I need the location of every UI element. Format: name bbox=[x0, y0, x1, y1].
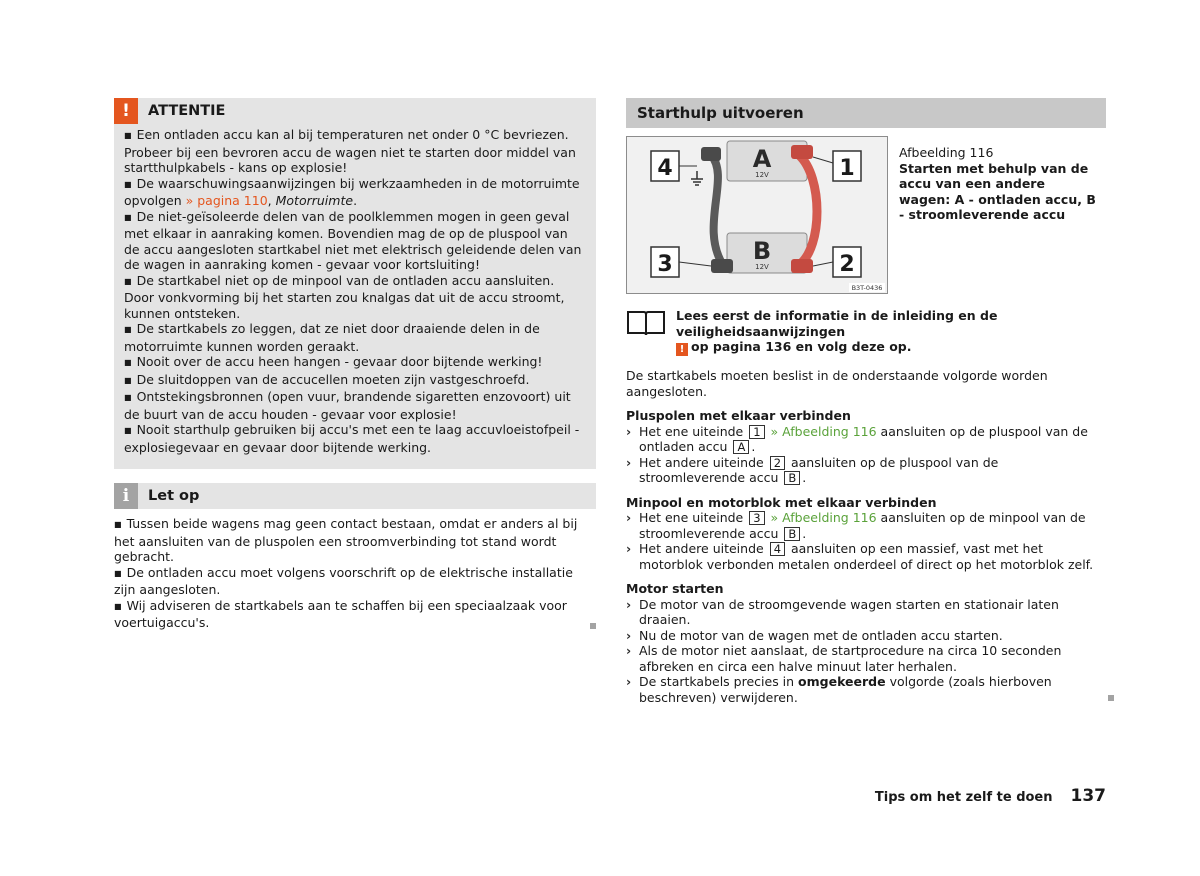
clamp-4 bbox=[701, 147, 721, 161]
section-end-mark bbox=[1108, 695, 1114, 701]
page-footer bbox=[0, 786, 1106, 806]
left-column bbox=[114, 98, 596, 631]
chevron-right-icon: › bbox=[626, 627, 632, 643]
ref-box-1: 1 bbox=[749, 425, 764, 439]
small-warning-icon: ! bbox=[676, 343, 688, 356]
voltage-label-a: 12V bbox=[755, 171, 769, 179]
leader-line-1 bbox=[813, 157, 833, 163]
warning-item: ■ De startkabels zo leggen, dat ze niet door draaiende delen in de motorruimte kunnen worden geraakt. bbox=[124, 321, 586, 354]
start-step-last: › De startkabels precies in omgekeerde volgorde (zoals hierboven beschreven) verwijderen. bbox=[626, 674, 1106, 705]
clamp-2 bbox=[791, 259, 813, 273]
figure-caption-text: Starten met behulp van de accu van een andere wagen: A - ontladen accu, B - stroomleverende accu bbox=[899, 160, 1096, 222]
read-first-line2: op pagina 136 en volg deze op. bbox=[691, 339, 912, 354]
ref-box-b: B bbox=[784, 471, 800, 485]
warning-item: ■ Nooit starthulp gebruiken bij accu's met een te laag accuvloeistofpeil - explosiegevaar en gevaar door bijtende werking. bbox=[124, 422, 586, 455]
leader-line-2 bbox=[813, 262, 833, 266]
figure-code: B3T-0436 bbox=[851, 284, 883, 292]
info-icon: i bbox=[114, 483, 138, 509]
chevron-right-icon: › bbox=[626, 674, 632, 689]
figure-link[interactable]: » Afbeelding 116 bbox=[766, 510, 877, 525]
note-item: ■ Wij adviseren de startkabels aan te schaffen bij een speciaalzaak voor voertuigaccu's. bbox=[114, 598, 596, 631]
exclamation-icon: ! bbox=[114, 98, 138, 124]
plus-step-2: › Het andere uiteinde 2 aansluiten op de pluspool van de stroomleverende accu B . bbox=[626, 454, 999, 485]
leader-line-3 bbox=[679, 262, 711, 266]
number-box-1 bbox=[833, 151, 861, 181]
warning-item: ■ De sluitdoppen van de accucellen moeten zijn vastgeschroefd. bbox=[124, 372, 586, 390]
warning-item: ■ De waarschuwingsaanwijzingen bij werkzaamheden in de motorruimte opvolgen » pagina 110, Motorruimte. bbox=[124, 176, 586, 209]
intro-paragraph: De startkabels moeten beslist in de onderstaande volgorde worden aangesloten. bbox=[626, 368, 1048, 399]
note-item: ■ Tussen beide wagens mag geen contact bestaan, omdat er anders al bij het aansluiten van de pluspolen een stroomverbinding tot stand wordt gebracht. bbox=[114, 516, 596, 565]
chevron-right-icon: › bbox=[626, 596, 632, 612]
ref-box-2: 2 bbox=[770, 456, 785, 470]
figure-caption bbox=[899, 136, 1099, 294]
black-cable bbox=[711, 155, 723, 265]
ref-box-4: 4 bbox=[770, 542, 785, 556]
warning-item: ■ De startkabel niet op de minpool van de ontladen accu aansluiten. Door vonkvorming bij het starten zou knalgas dat uit de accu stroomt, kunnen ontsteken. bbox=[124, 273, 586, 322]
chevron-right-icon: › bbox=[626, 510, 632, 525]
figure-label: Afbeelding 116 bbox=[899, 145, 994, 160]
warning-header bbox=[114, 98, 596, 124]
warning-item: ■ Nooit over de accu heen hangen - gevaar door bijtende werking! bbox=[124, 354, 586, 372]
battery-diagram bbox=[627, 137, 887, 293]
number-box-3 bbox=[651, 247, 679, 277]
page-link[interactable]: » pagina 110 bbox=[185, 193, 268, 208]
ref-box-b: B bbox=[784, 527, 800, 541]
number-box-2 bbox=[833, 247, 861, 277]
minus-step-2: › Het andere uiteinde 4 aansluiten op een massief, vast met het motorblok verbonden metalen onderdeel of direct op het motorblok zelf. bbox=[626, 541, 1094, 572]
warning-title: ATTENTIE bbox=[148, 103, 226, 119]
minus-heading: Minpool en motorblok met elkaar verbinden bbox=[626, 494, 937, 510]
warning-item: ■ Een ontladen accu kan al bij temperaturen net onder 0 °C bevriezen. Probeer bij een bevroren accu de wagen niet te starten door middel van startthulpkabels - kans op explosie! bbox=[124, 127, 586, 176]
start-step: › De motor van de stroomgevende wagen starten en stationair laten draaien. bbox=[626, 596, 1059, 627]
section-end-mark bbox=[590, 623, 596, 629]
read-first-line1: Lees eerst de informatie in de inleiding en de veiligheidsaanwijzingen bbox=[676, 308, 998, 339]
chevron-right-icon: › bbox=[626, 541, 632, 556]
warning-item: ■ De niet-geïsoleerde delen van de poolklemmen mogen in geen geval met elkaar in aanraking komen. Bovendien mag de op de pluspool van de accu aangesloten startkabel niet met elektrisch geleidende delen van de wagen in aanraking komen - gevaar voor kortsluiting! bbox=[124, 209, 586, 273]
svg-text:1: 1 bbox=[839, 156, 855, 181]
plus-heading: Pluspolen met elkaar verbinden bbox=[626, 408, 851, 423]
book-icon bbox=[626, 308, 666, 338]
number-box-4 bbox=[651, 151, 679, 181]
start-step: › Als de motor niet aanslaat, de startprocedure na circa 10 seconden afbreken en circa een halve minuut later herhalen. bbox=[626, 643, 1062, 674]
voltage-label-b: 12V bbox=[755, 263, 769, 271]
note-list bbox=[114, 509, 596, 631]
note-header bbox=[114, 483, 596, 509]
figure-link[interactable]: » Afbeelding 116 bbox=[766, 423, 877, 439]
read-first-note bbox=[626, 308, 1106, 356]
battery-a-label: A bbox=[752, 145, 772, 173]
ref-box-a: A bbox=[733, 440, 749, 454]
battery-b-label: B bbox=[752, 237, 772, 265]
start-heading: Motor starten bbox=[626, 581, 724, 596]
svg-text:3: 3 bbox=[657, 252, 673, 277]
warning-list bbox=[114, 124, 596, 455]
jump-start-figure bbox=[626, 136, 888, 294]
start-step: › Nu de motor van de wagen met de ontladen accu starten. bbox=[626, 627, 1003, 643]
svg-text:2: 2 bbox=[839, 252, 855, 277]
note-item: ■ De ontladen accu moet volgens voorschrift op de elektrische installatie zijn aangesloten. bbox=[114, 565, 596, 598]
svg-text:4: 4 bbox=[657, 156, 673, 181]
ground-icon bbox=[691, 171, 703, 185]
plus-step-1: › Het ene uiteinde 1 » Afbeelding 116 aansluiten op de pluspool van de ontladen accu A . bbox=[626, 423, 1088, 454]
ref-box-3: 3 bbox=[749, 511, 764, 525]
chevron-right-icon: › bbox=[626, 454, 632, 470]
warning-box bbox=[114, 98, 596, 469]
right-column bbox=[626, 98, 1106, 705]
chevron-right-icon: › bbox=[626, 423, 632, 439]
section-title: Starthulp uitvoeren bbox=[626, 98, 1106, 128]
footer-chapter: Tips om het zelf te doen bbox=[874, 790, 1053, 805]
note-title: Let op bbox=[148, 488, 200, 504]
warning-item: ■ Ontstekingsbronnen (open vuur, brandende sigaretten enzovoort) uit de buurt van de accu houden - gevaar voor explosie! bbox=[124, 389, 586, 422]
clamp-3 bbox=[711, 259, 733, 273]
clamp-1 bbox=[791, 145, 813, 159]
minus-step-1: › Het ene uiteinde 3 » Afbeelding 116 aansluiten op de minpool van de stroomleverende accu B . bbox=[626, 510, 1086, 541]
chevron-right-icon: › bbox=[626, 643, 632, 658]
figure-row bbox=[626, 136, 1106, 294]
page-number: 137 bbox=[1070, 786, 1106, 806]
